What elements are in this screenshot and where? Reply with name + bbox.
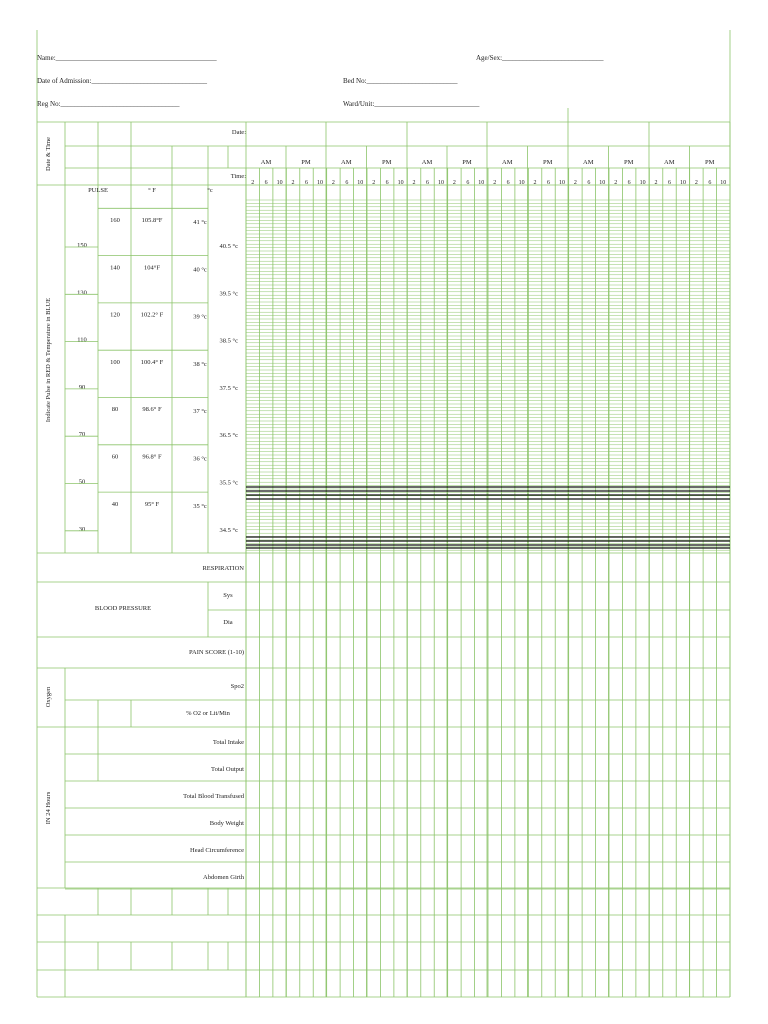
intake-row-label: Total Intake bbox=[212, 739, 244, 746]
pulse-right-tick: 140 bbox=[110, 264, 120, 272]
hour-label: 10 bbox=[679, 180, 686, 186]
celsius-half-tick: 38.5 °c bbox=[219, 337, 238, 345]
hour-label: 2 bbox=[654, 180, 658, 186]
intake-row-label: Abdomen Girth bbox=[203, 874, 244, 881]
hour-label: 2 bbox=[533, 180, 537, 186]
celsius-tick: 37 °c bbox=[193, 408, 207, 416]
hour-label: 2 bbox=[251, 180, 255, 186]
hour-label: 6 bbox=[547, 180, 550, 186]
pulse-left-tick: 130 bbox=[77, 289, 87, 297]
hour-label: 6 bbox=[426, 180, 429, 186]
hour-label: 10 bbox=[316, 180, 323, 186]
hour-label: 6 bbox=[587, 180, 591, 186]
chart-side-label: Indicate Pulse in RED & Temperature in BLUE bbox=[45, 297, 52, 423]
hour-label: 6 bbox=[345, 180, 349, 186]
fahrenheit-tick: 100.4° F bbox=[140, 358, 164, 366]
pm-label: PM bbox=[301, 159, 311, 166]
o2-label: % O2 or Lit/Min bbox=[186, 710, 230, 717]
hour-label: 6 bbox=[466, 180, 470, 186]
pulse-left-tick: 70 bbox=[78, 431, 86, 439]
celsius-tick: 35 °c bbox=[193, 502, 207, 510]
hour-label: 6 bbox=[385, 180, 389, 186]
hour-label: 10 bbox=[276, 180, 283, 186]
pulse-left-tick: 90 bbox=[78, 383, 86, 391]
hour-label: 2 bbox=[573, 180, 577, 186]
hour-label: 2 bbox=[331, 180, 335, 186]
celsius-tick: 38 °c bbox=[193, 360, 207, 368]
am-label: AM bbox=[583, 159, 594, 166]
time-label: Time: bbox=[230, 173, 246, 180]
am-label: AM bbox=[502, 159, 513, 166]
intake-row-label: Total Output bbox=[211, 766, 244, 773]
hour-label: 10 bbox=[357, 180, 364, 186]
24-hours-label: IN 24 Hours bbox=[45, 791, 52, 825]
fahrenheit-tick: 95° F bbox=[144, 500, 160, 508]
hour-label: 2 bbox=[372, 180, 376, 186]
pm-label: PM bbox=[462, 159, 472, 166]
oxygen-label: Oxygen bbox=[45, 686, 52, 708]
pulse-right-tick: 100 bbox=[110, 358, 120, 366]
bed-number-field: Bed No:__________________________ bbox=[343, 77, 458, 85]
celsius-half-tick: 37.5 °c bbox=[219, 384, 238, 392]
hour-label: 10 bbox=[720, 180, 727, 186]
date-label: Date: bbox=[231, 129, 246, 136]
hour-label: 6 bbox=[506, 180, 510, 186]
pulse-right-tick: 160 bbox=[110, 217, 120, 224]
pulse-left-tick: 50 bbox=[78, 478, 86, 486]
celsius-half-tick: 35.5 °c bbox=[219, 479, 238, 487]
hour-label: 6 bbox=[708, 180, 712, 186]
intake-row-label: Body Weight bbox=[209, 820, 244, 827]
pulse-right-tick: 40 bbox=[111, 500, 119, 508]
hour-label: 2 bbox=[412, 180, 416, 186]
sys-label: Sys bbox=[223, 592, 233, 599]
admission-date-field: Date of Admission:_________________________________ bbox=[37, 77, 207, 85]
pulse-right-tick: 60 bbox=[111, 453, 119, 461]
name-field: Name:______________________________________________ bbox=[37, 54, 217, 62]
celsius-half-tick: 40.5 °c bbox=[219, 243, 238, 250]
celsius-half-tick: 36.5 °c bbox=[219, 432, 238, 440]
fahrenheit-tick: 105.8°F bbox=[141, 217, 163, 224]
spo2-label: Spo2 bbox=[230, 683, 244, 690]
celsius-tick: 41 °c bbox=[193, 219, 207, 226]
celsius-tick: 39 °c bbox=[193, 313, 207, 321]
hour-label: 2 bbox=[694, 180, 698, 186]
hour-label: 2 bbox=[452, 180, 456, 186]
hour-label: 6 bbox=[627, 180, 631, 186]
fahrenheit-tick: 96.8° F bbox=[142, 453, 162, 461]
pulse-right-tick: 80 bbox=[111, 406, 119, 414]
hour-label: 10 bbox=[397, 180, 404, 186]
am-label: AM bbox=[421, 159, 433, 166]
hour-label: 10 bbox=[558, 180, 565, 186]
hour-label: 10 bbox=[639, 180, 646, 186]
pm-label: PM bbox=[382, 159, 392, 166]
pain-score-label: PAIN SCORE (1-10) bbox=[188, 649, 244, 656]
pm-label: PM bbox=[624, 159, 634, 166]
date-time-label: Date & Time bbox=[45, 137, 52, 171]
age-sex-field: Age/Sex:_____________________________ bbox=[476, 54, 604, 62]
celsius-tick: 36 °c bbox=[193, 455, 207, 463]
intake-row-label: Total Blood Transfused bbox=[183, 793, 244, 800]
celsius-header: °c bbox=[207, 187, 213, 194]
hour-label: 6 bbox=[305, 180, 308, 186]
pulse-left-tick: 110 bbox=[77, 336, 87, 344]
hour-label: 10 bbox=[478, 180, 485, 186]
am-label: AM bbox=[664, 159, 675, 166]
hour-label: 10 bbox=[437, 180, 444, 186]
fahrenheit-header: ° F bbox=[148, 187, 156, 194]
pm-label: PM bbox=[705, 159, 715, 166]
pulse-right-tick: 120 bbox=[110, 311, 120, 319]
hour-label: 6 bbox=[668, 180, 671, 186]
celsius-half-tick: 34.5 °c bbox=[219, 526, 238, 534]
blood-pressure-label: BLOOD PRESSURE bbox=[94, 605, 152, 612]
hour-label: 2 bbox=[291, 180, 295, 186]
fahrenheit-tick: 102.2° F bbox=[140, 311, 164, 319]
pulse-header: PULSE bbox=[88, 187, 108, 194]
pm-label: PM bbox=[543, 159, 553, 166]
am-label: AM bbox=[341, 159, 352, 166]
registration-number-field: Reg No:__________________________________ bbox=[37, 100, 180, 108]
pulse-left-tick: 150 bbox=[77, 242, 87, 249]
hour-label: 10 bbox=[518, 180, 525, 186]
celsius-tick: 40 °c bbox=[193, 266, 207, 274]
respiration-label: RESPIRATION bbox=[202, 565, 244, 572]
am-label: AM bbox=[260, 159, 272, 166]
hour-label: 2 bbox=[614, 180, 618, 186]
intake-row-label: Head Circumference bbox=[190, 847, 244, 854]
fahrenheit-tick: 98.6° F bbox=[142, 406, 162, 414]
ward-unit-field: Ward/Unit:______________________________ bbox=[343, 100, 480, 108]
celsius-half-tick: 39.5 °c bbox=[219, 290, 238, 298]
hour-label: 2 bbox=[493, 180, 497, 186]
pulse-left-tick: 30 bbox=[78, 525, 86, 533]
dia-label: Dia bbox=[223, 619, 233, 626]
fahrenheit-tick: 104°F bbox=[144, 264, 160, 272]
hour-label: 6 bbox=[264, 180, 268, 186]
hour-label: 10 bbox=[599, 180, 606, 186]
